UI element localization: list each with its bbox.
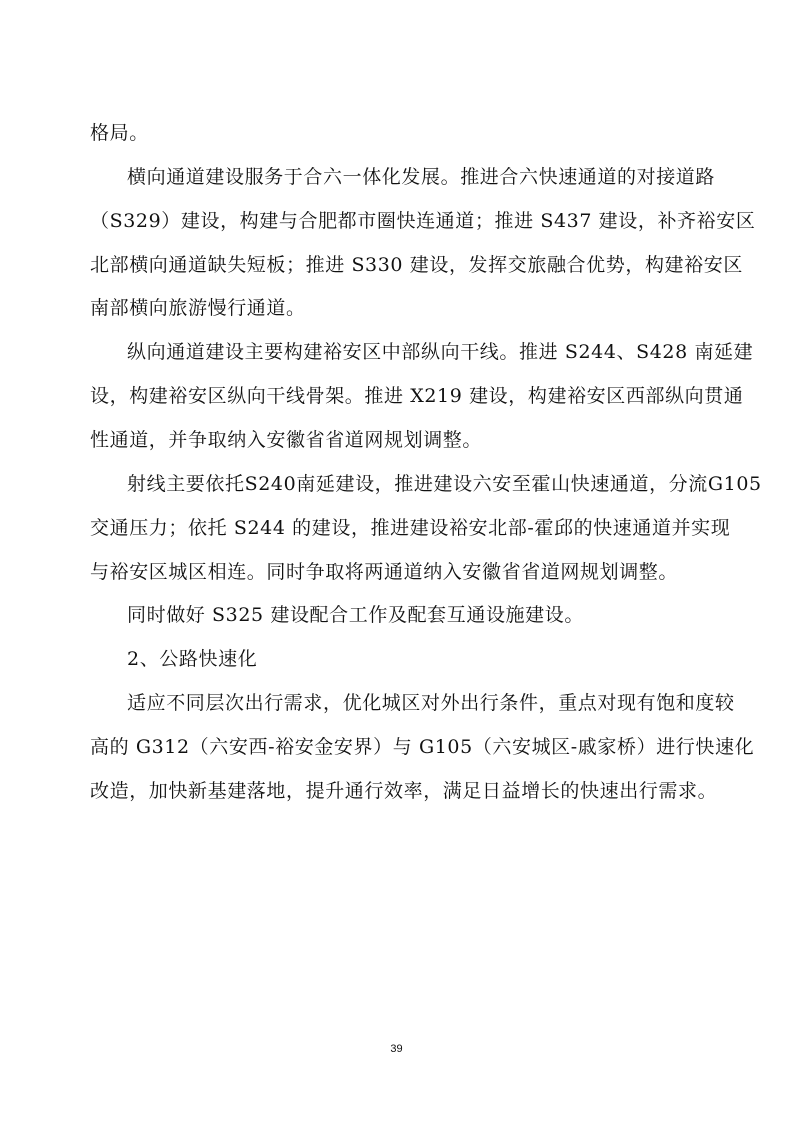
paragraph-line: 性通道，并争取纳入安徽省省道网规划调整。	[90, 429, 483, 451]
paragraph-line: 与裕安区城区相连。同时争取将两通道纳入安徽省省道网规划调整。	[90, 561, 679, 583]
paragraph-line: 同时做好 S325 建设配合工作及配套互通设施建设。	[127, 604, 584, 626]
paragraph-line: 设，构建裕安区纵向干线骨架。推进 X219 建设，构建裕安区西部纵向贯通	[90, 385, 744, 407]
paragraph-line: 横向通道建设服务于合六一体化发展。推进合六快速通道的对接道路	[127, 166, 716, 188]
paragraph-line: 纵向通道建设主要构建裕安区中部纵向干线。推进 S244、S428 南延建	[127, 341, 754, 363]
paragraph-line: 南部横向旅游慢行通道。	[90, 297, 306, 319]
section-heading: 2、公路快速化	[127, 648, 258, 670]
paragraph-line: 改造，加快新基建落地，提升通行效率，满足日益增长的快速出行需求。	[90, 780, 718, 802]
page-number: 39	[390, 1043, 403, 1055]
paragraph-line: 射线主要依托S240南延建设，推进建设六安至霍山快速通道，分流G105	[127, 473, 762, 495]
paragraph-line: 交通压力；依托 S244 的建设，推进建设裕安北部-霍邱的快速通道并实现	[90, 517, 731, 539]
paragraph-line: （S329）建设，构建与合肥都市圈快连通道；推进 S437 建设，补齐裕安区	[90, 210, 756, 232]
paragraph-line: 格局。	[90, 122, 149, 144]
paragraph-line: 北部横向通道缺失短板；推进 S330 建设，发挥交旅融合优势，构建裕安区	[90, 254, 743, 276]
paragraph-line: 高的 G312（六安西-裕安金安界）与 G105（六安城区-戚家桥）进行快速化	[90, 736, 755, 758]
paragraph-line: 适应不同层次出行需求，优化城区对外出行条件，重点对现有饱和度较	[127, 692, 735, 714]
